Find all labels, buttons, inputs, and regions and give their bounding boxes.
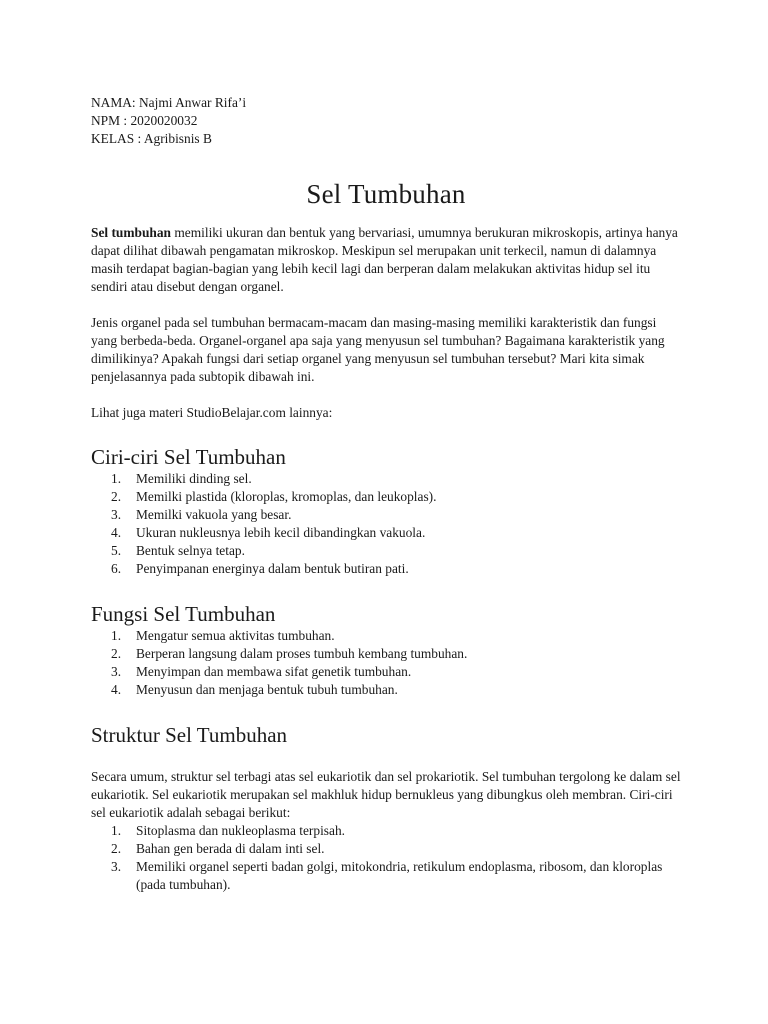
list-item	[91, 524, 681, 542]
student-name: NAMA: Najmi Anwar Rifa’i	[91, 95, 247, 110]
list-item	[91, 470, 681, 488]
list-item-text: Berperan langsung dalam proses tumbuh kembang tumbuhan.	[136, 646, 468, 661]
bold-term: Sel tumbuhan	[91, 225, 172, 240]
list-item	[91, 663, 681, 681]
list-item-number: 1.	[111, 471, 122, 486]
list-item-text: Penyimpanan energinya dalam bentuk butiran pati.	[136, 561, 409, 576]
list-item	[91, 645, 681, 663]
intro-paragraph-2: Jenis organel pada sel tumbuhan bermacam-macam dan masing-masing memiliki karakteristik dan fungsi yang berbeda-beda. Organel-organel apa saja yang menyusun sel tumbuhan? Bagaimana karakteristik yang dimilikinya? Apakah fungsi dari setiap organel yang menyusun sel tumbuhan tersebut? Mari kita simak penjelasannya pada subtopik dibawah ini.	[91, 315, 665, 384]
list-item-text: Menyimpan dan membawa sifat genetik tumbuhan.	[136, 664, 412, 679]
struktur-paragraph: Secara umum, struktur sel terbagi atas sel eukariotik dan sel prokariotik. Sel tumbuhan tergolong ke dalam sel eukariotik. Sel eukariotik merupakan sel makhluk hidup bernukleus yang dibungkus oleh membran. Ciri-ciri sel eukariotik adalah sebagai berikut:	[91, 769, 681, 820]
struktur-list	[91, 822, 681, 894]
list-item	[91, 840, 681, 858]
list-item	[91, 822, 681, 840]
list-item	[91, 488, 681, 506]
list-item	[91, 681, 681, 699]
list-item-number: 3.	[111, 859, 122, 874]
list-item-text: Memiliki dinding sel.	[136, 471, 252, 486]
list-item-number: 4.	[111, 682, 122, 697]
list-item-text: Bentuk selnya tetap.	[136, 543, 245, 558]
list-item-number: 1.	[111, 823, 122, 838]
student-class: KELAS : Agribisnis B	[91, 131, 212, 146]
intro-paragraph-1-text: memiliki ukuran dan bentuk yang bervariasi, umumnya berukuran mikroskopis, artinya hanya dapat dilihat dibawah pengamatan mikroskop. Meskipun sel merupakan unit terkecil, namun di dalamnya masih terdapat bagian-bagian yang lebih kecil lagi dan berperan dalam melakukan aktivitas hidup sel itu sendiri atau disebut dengan organel.	[91, 225, 678, 294]
list-item-text: Memiliki organel seperti badan golgi, mitokondria, retikulum endoplasma, ribosom, dan kloroplas (pada tumbuhan).	[136, 859, 663, 892]
student-npm: NPM : 2020020032	[91, 113, 198, 128]
list-item-text: Menyusun dan menjaga bentuk tubuh tumbuhan.	[136, 682, 398, 697]
list-item-text: Memilki plastida (kloroplas, kromoplas, dan leukoplas).	[136, 489, 437, 504]
intro-paragraph-1	[91, 224, 681, 296]
heading-ciri: Ciri-ciri Sel Tumbuhan	[91, 445, 286, 469]
intro-paragraph-3: Lihat juga materi StudioBelajar.com lainnya:	[91, 405, 333, 420]
list-item-text: Sitoplasma dan nukleoplasma terpisah.	[136, 823, 345, 838]
list-item	[91, 858, 681, 894]
list-item-number: 4.	[111, 525, 122, 540]
heading-fungsi: Fungsi Sel Tumbuhan	[91, 602, 276, 626]
document-title: Sel Tumbuhan	[306, 179, 466, 209]
list-item-number: 5.	[111, 543, 122, 558]
list-item-number: 1.	[111, 628, 122, 643]
list-item-text: Memilki vakuola yang besar.	[136, 507, 292, 522]
student-info	[91, 94, 681, 148]
list-item-text: Ukuran nukleusnya lebih kecil dibandingkan vakuola.	[136, 525, 426, 540]
list-item-text: Bahan gen berada di dalam inti sel.	[136, 841, 325, 856]
list-item	[91, 560, 681, 578]
list-item-number: 3.	[111, 664, 122, 679]
list-item-number: 2.	[111, 489, 122, 504]
fungsi-list	[91, 627, 681, 699]
list-item	[91, 627, 681, 645]
ciri-list	[91, 470, 681, 578]
heading-struktur: Struktur Sel Tumbuhan	[91, 723, 288, 747]
list-item-number: 2.	[111, 841, 122, 856]
list-item	[91, 542, 681, 560]
list-item-text: Mengatur semua aktivitas tumbuhan.	[136, 628, 335, 643]
list-item	[91, 506, 681, 524]
list-item-number: 6.	[111, 561, 122, 576]
list-item-number: 2.	[111, 646, 122, 661]
list-item-number: 3.	[111, 507, 122, 522]
document-page	[91, 94, 681, 894]
